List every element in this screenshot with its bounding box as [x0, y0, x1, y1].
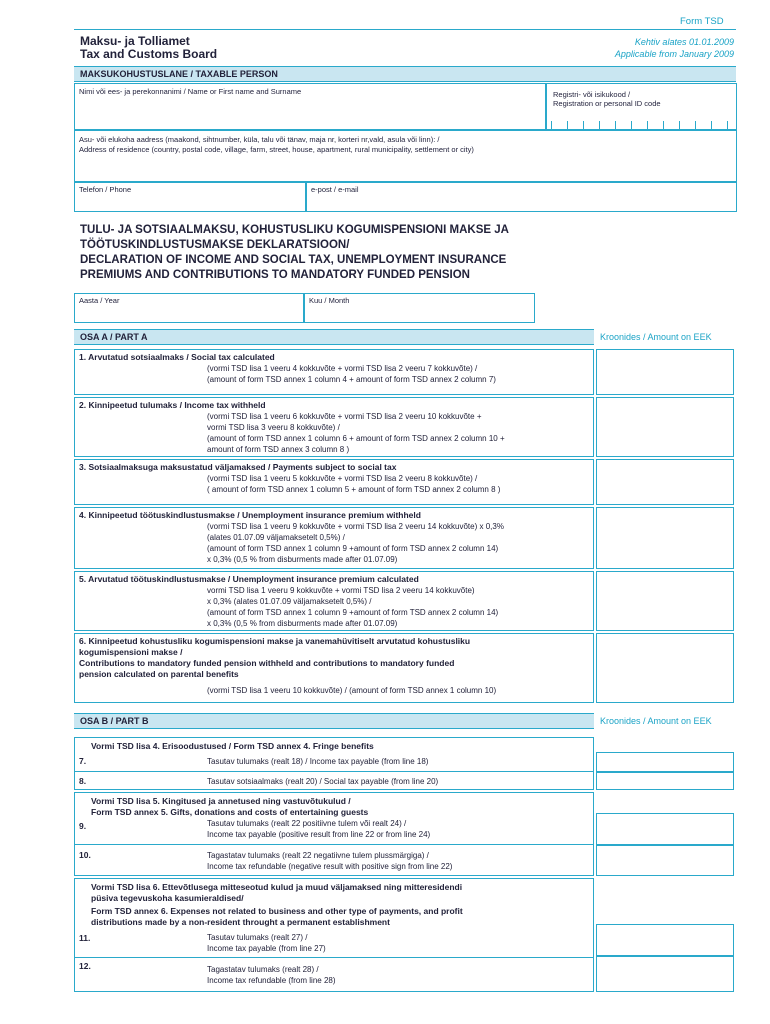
- line-10b: Income tax refundable (negative result with positive sign from line 22): [207, 862, 453, 871]
- item-5-line: x 0,3% (alates 01.07.09 väljamaksetelt 0,5%) /: [207, 597, 372, 606]
- part-a-band: [74, 329, 594, 345]
- item-4-head: 4. Kinnipeetud töötuskindlustusmakse / Unemployment insurance premium withheld: [79, 510, 421, 520]
- amount-field-4[interactable]: [596, 507, 734, 569]
- line-12a: Tagastatav tulumaks (realt 28) /: [207, 965, 319, 974]
- email-label: e-post / e-mail: [311, 185, 359, 194]
- item-6-line: (vormi TSD lisa 1 veeru 10 kokkuvõte) / (amount of form TSD annex 1 column 10): [207, 686, 497, 695]
- part-b-amount-header: Kroonides / Amount on EEK: [600, 716, 712, 726]
- title-line-4: PREMIUMS AND CONTRIBUTIONS TO MANDATORY FUNDED PENSION: [80, 269, 470, 281]
- amount-field-8[interactable]: [596, 772, 734, 790]
- line-9a: Tasutav tulumaks (realt 22 positiivne tulem või realt 24) /: [207, 819, 407, 828]
- amount-field-9[interactable]: [596, 813, 734, 845]
- annex-6-block: [74, 878, 594, 992]
- item-4-line: (alates 01.07.09 väljamaksetelt 0,5%) /: [207, 533, 345, 542]
- amount-field-2[interactable]: [596, 397, 734, 457]
- part-a-item-1: [74, 349, 594, 395]
- line-9b: Income tax payable (positive result from line 22 or from line 24): [207, 830, 431, 839]
- line-11-num: 11.: [79, 933, 91, 943]
- line-9-num: 9.: [79, 821, 87, 831]
- part-a-item-6: [74, 633, 594, 703]
- part-a-item-4: [74, 507, 594, 569]
- part-a-item-2: [74, 397, 594, 457]
- band-label: MAKSUKOHUSTUSLANE / TAXABLE PERSON: [80, 69, 278, 79]
- item-5-line: x 0,3% (0,5 % from disburments made after 01.07.09): [207, 619, 398, 628]
- annex-4-head: Vormi TSD lisa 4. Erisoodustused / Form TSD annex 4. Fringe benefits: [91, 741, 374, 751]
- item-3-line: ( amount of form TSD annex 1 column 5 + amount of form TSD annex 2 column 8 ): [207, 485, 501, 494]
- part-a-amount-header: Kroonides / Amount on EEK: [600, 332, 712, 342]
- annex-6-head-1: Vormi TSD lisa 6. Ettevõtlusega mitteseotud kulud ja muud väljamaksed ning mitteresidendi: [91, 882, 463, 892]
- item-3-head: 3. Sotsiaalmaksuga maksustatud väljamaksed / Payments subject to social tax: [79, 462, 397, 472]
- address-label-et: Asu- või elukoha aadress (maakond, sihtnumber, küla, talu või tänav, maja nr, korteri nr,vald, asula või linn): /: [79, 135, 440, 144]
- line-12b: Income tax refundable (from line 28): [207, 976, 336, 985]
- reg-label-et: Registri- või isikukood /: [553, 90, 631, 99]
- line-8: Tasutav sotsiaalmaks (realt 20) / Social tax payable (from line 20): [207, 777, 439, 786]
- address-field[interactable]: [74, 130, 737, 182]
- item-1-line: (vormi TSD lisa 1 veeru 4 kokkuvõte + vormi TSD lisa 2 veeru 7 kokkuvõte) /: [207, 364, 478, 373]
- part-a-item-3: [74, 459, 594, 505]
- annex-4-block: [74, 737, 594, 790]
- line-7-rule: [75, 771, 593, 772]
- title-line-1: TULU- JA SOTSIAALMAKSU, KOHUSTUSLIKU KOGUMISPENSIONI MAKSE JA: [80, 224, 509, 236]
- part-b-band: [74, 713, 594, 729]
- amount-field-6[interactable]: [596, 633, 734, 703]
- item-2-line: vormi TSD lisa 3 veeru 8 kokkuvõte) /: [207, 423, 340, 432]
- amount-field-1[interactable]: [596, 349, 734, 395]
- item-4-line: (amount of form TSD annex 1 column 9 +amount of form TSD annex 2 column 14): [207, 544, 499, 553]
- amount-field-12[interactable]: [596, 956, 734, 992]
- line-7: Tasutav tulumaks (realt 18) / Income tax payable (from line 18): [207, 757, 429, 766]
- month-field[interactable]: [304, 293, 535, 323]
- reg-code-field[interactable]: [546, 83, 737, 130]
- item-5-head: 5. Arvutatud töötuskindlustusmakse / Unemployment insurance premium calculated: [79, 574, 419, 584]
- title-line-2: TÖÖTUSKINDLUSTUSMAKSE DEKLARATSIOON/: [80, 239, 350, 251]
- address-label-en: Address of residence (country, postal code, village, farm, street, house, apartment, rural municipality, settlement or city): [79, 145, 474, 154]
- form-code: Form TSD: [680, 16, 724, 27]
- item-2-head: 2. Kinnipeetud tulumaks / Income tax withheld: [79, 400, 266, 410]
- item-2-line: (vormi TSD lisa 1 veeru 6 kokkuvõte + vormi TSD lisa 2 veeru 10 kokkuvõte +: [207, 412, 482, 421]
- title-line-3: DECLARATION OF INCOME AND SOCIAL TAX, UNEMPLOYMENT INSURANCE: [80, 254, 507, 266]
- taxable-person-band: [74, 66, 736, 82]
- declaration-title: [80, 223, 509, 283]
- line-8-num: 8.: [79, 776, 87, 786]
- item-5-line: (amount of form TSD annex 1 column 9 +amount of form TSD annex 2 column 14): [207, 608, 499, 617]
- line-10a: Tagastatav tulumaks (realt 22 negatiivne tulem plussmärgiga) /: [207, 851, 429, 860]
- part-a-label: OSA A / PART A: [80, 332, 148, 342]
- part-a-item-5: [74, 571, 594, 631]
- name-field[interactable]: [74, 83, 546, 130]
- item-2-line: (amount of form TSD annex 1 column 6 + amount of form TSD annex 2 column 10 +: [207, 434, 505, 443]
- org-name-et: Maksu- ja Tolliamet: [80, 34, 190, 48]
- amount-field-5[interactable]: [596, 571, 734, 631]
- name-label: Nimi või ees- ja perekonnanimi / Name or First name and Surname: [79, 87, 302, 96]
- annex-6-head-4: distributions made by a non-resident throught a permanent establishment: [91, 917, 390, 927]
- item-5-line: vormi TSD lisa 1 veeru 9 kokkuvõte + vormi TSD lisa 2 veeru 14 kokkuvõte): [207, 586, 475, 595]
- annex-6-head-2: püsiva tegevuskoha kasumieraldised/: [91, 893, 244, 903]
- amount-field-7[interactable]: [596, 752, 734, 772]
- line-10-num: 10.: [79, 850, 91, 860]
- amount-field-11[interactable]: [596, 924, 734, 956]
- annex-6-head-3: Form TSD annex 6. Expenses not related to business and other type of payments, and profit: [91, 906, 463, 916]
- phone-label: Telefon / Phone: [79, 185, 132, 194]
- annex-5-head-2: Form TSD annex 5. Gifts, donations and costs of entertaining guests: [91, 807, 369, 817]
- month-label: Kuu / Month: [309, 296, 350, 305]
- amount-field-3[interactable]: [596, 459, 734, 505]
- annex-5-head-1: Vormi TSD lisa 5. Kingitused ja annetused ning vastuvõtukulud /: [91, 796, 351, 806]
- line-7-num: 7.: [79, 756, 87, 766]
- annex-5-block: [74, 792, 594, 876]
- item-3-line: (vormi TSD lisa 1 veeru 5 kokkuvõte + vormi TSD lisa 2 veeru 8 kokkuvõte) /: [207, 474, 478, 483]
- item-4-line: x 0,3% (0,5 % from disburments made after 01.07.09): [207, 555, 398, 564]
- item-6-head: 6. Kinnipeetud kohustusliku kogumispensioni makse ja vanemahüvitiselt arvutatud kohustusliku kogumispensioni makse / Contributions to mandatory funded pension withheld and contributions to mandatory funded pension calculated on parental benefits: [79, 636, 471, 679]
- item-2-line: amount of form TSD annex 3 column 8 ): [207, 445, 350, 454]
- year-label: Aasta / Year: [79, 296, 120, 305]
- line-9-rule: [75, 844, 593, 845]
- line-11a: Tasutav tulumaks (realt 27) /: [207, 933, 308, 942]
- reg-label-en: Registration or personal ID code: [553, 99, 661, 108]
- email-field[interactable]: [306, 182, 737, 212]
- valid-from-et: Kehtiv alates 01.01.2009: [634, 37, 734, 47]
- line-11b: Income tax payable (from line 27): [207, 944, 326, 953]
- item-1-line: (amount of form TSD annex 1 column 4 + amount of form TSD annex 2 column 7): [207, 375, 496, 384]
- line-11-rule: [75, 957, 593, 958]
- amount-field-10[interactable]: [596, 845, 734, 876]
- part-b-label: OSA B / PART B: [80, 716, 149, 726]
- item-4-line: (vormi TSD lisa 1 veeru 9 kokkuvõte + vormi TSD lisa 2 veeru 14 kokkuvõte) x 0,3%: [207, 522, 504, 531]
- org-name-en: Tax and Customs Board: [80, 47, 218, 61]
- phone-field[interactable]: [74, 182, 306, 212]
- year-field[interactable]: [74, 293, 304, 323]
- reg-code-boxes: [551, 121, 731, 129]
- item-1-head: 1. Arvutatud sotsiaalmaks / Social tax calculated: [79, 352, 275, 362]
- line-12-num: 12.: [79, 961, 91, 971]
- valid-from-en: Applicable from January 2009: [614, 49, 734, 59]
- header-rule: [74, 29, 736, 30]
